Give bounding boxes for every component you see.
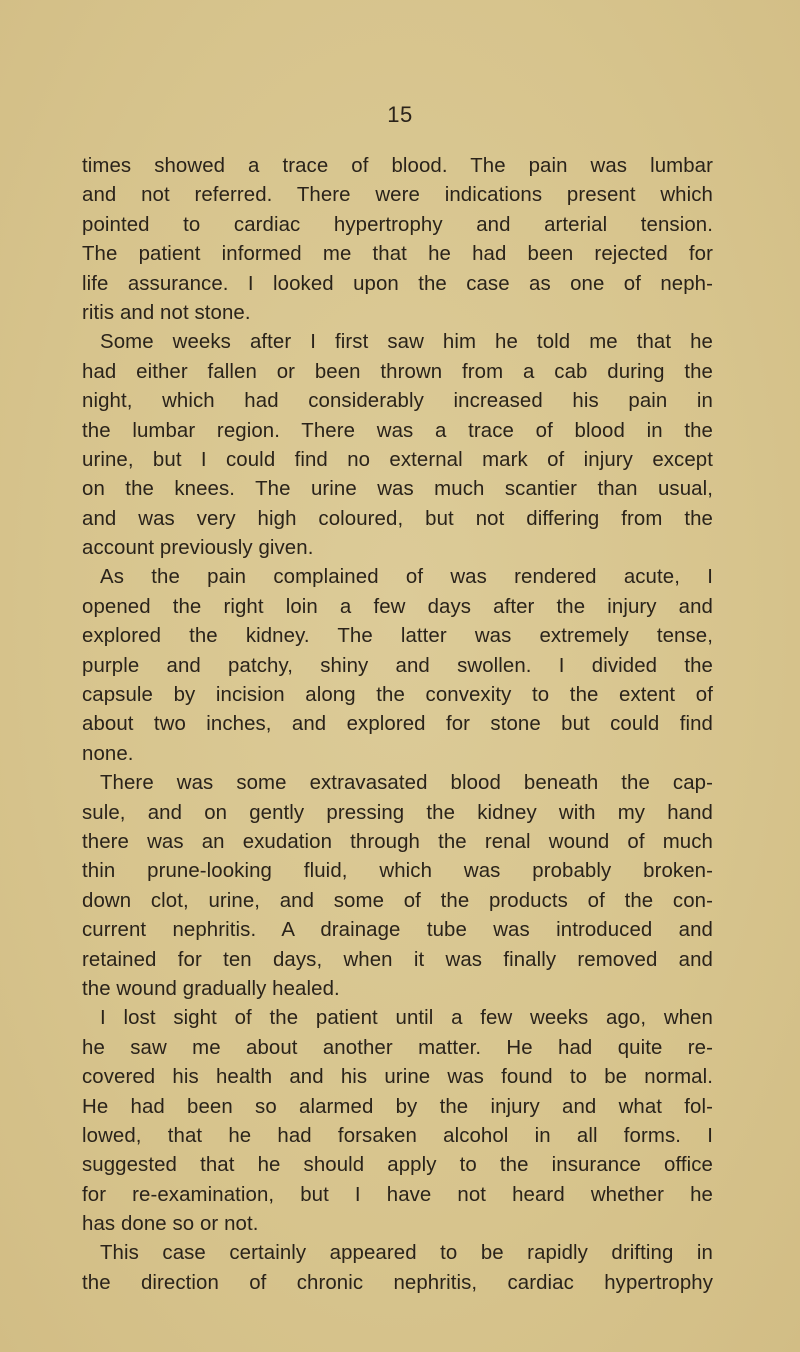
text-line: purple and patchy, shiny and swollen. I divided the [82, 654, 713, 677]
text-line: I lost sight of the patient until a few weeks ago, when [100, 1007, 713, 1030]
text-line: on the knees. The urine was much scantier than usual, [82, 478, 713, 501]
text-line: and was very high coloured, but not differing from the [82, 507, 713, 530]
text-line: suggested that he should apply to the insurance office [82, 1154, 713, 1177]
text-line: There was some extravasated blood beneath the cap- [100, 772, 713, 795]
text-line: night, which had considerably increased his pain in [82, 390, 713, 413]
text-line: none. [82, 742, 134, 765]
text-line: As the pain complained of was rendered acute, I [100, 566, 713, 589]
text-line: This case certainly appeared to be rapidly drifting in [100, 1242, 713, 1265]
page-number: 15 [387, 102, 413, 127]
text-line: Some weeks after I first saw him he told me that he [100, 331, 713, 354]
text-line: He had been so alarmed by the injury and what fol- [82, 1095, 713, 1118]
text-line: thin prune-looking fluid, which was probably broken- [82, 860, 713, 883]
text-line: opened the right loin a few days after the injury and [82, 595, 713, 618]
text-line: current nephritis. A drainage tube was introduced and [82, 919, 713, 942]
text-line: life assurance. I looked upon the case as one of neph- [82, 272, 713, 295]
text-line: retained for ten days, when it was finally removed and [82, 948, 713, 971]
text-line: there was an exudation through the renal wound of much [82, 830, 713, 853]
text-line: about two inches, and explored for stone but could find [82, 713, 713, 736]
text-line: the direction of chronic nephritis, cardiac hypertrophy [82, 1271, 713, 1294]
text-line: and not referred. There were indications present which [82, 184, 713, 207]
text-line: lowed, that he had forsaken alcohol in all forms. I [82, 1124, 713, 1147]
body-text [82, 152, 713, 1298]
text-line: he saw me about another matter. He had quite re- [82, 1036, 713, 1059]
text-line: down clot, urine, and some of the products of the con- [82, 889, 713, 912]
text-line: the lumbar region. There was a trace of blood in the [82, 419, 713, 442]
text-line: ritis and not stone. [82, 301, 251, 324]
text-line: urine, but I could find no external mark of injury except [82, 448, 713, 471]
text-line: the wound gradually healed. [82, 977, 340, 1000]
text-line: sule, and on gently pressing the kidney with my hand [82, 801, 713, 824]
text-line: times showed a trace of blood. The pain was lumbar [82, 155, 713, 177]
text-line: The patient informed me that he had been rejected for [82, 243, 713, 266]
text-line: has done so or not. [82, 1213, 259, 1236]
text-line: account previously given. [82, 537, 314, 560]
text-line: had either fallen or been thrown from a cab during the [82, 360, 713, 383]
text-line: covered his health and his urine was found to be normal. [82, 1066, 713, 1089]
text-line: explored the kidney. The latter was extremely tense, [82, 625, 713, 648]
text-line: for re-examination, but I have not heard whether he [82, 1183, 713, 1206]
text-line: capsule by incision along the convexity to the extent of [82, 684, 713, 707]
text-line: pointed to cardiac hypertrophy and arterial tension. [82, 213, 713, 236]
